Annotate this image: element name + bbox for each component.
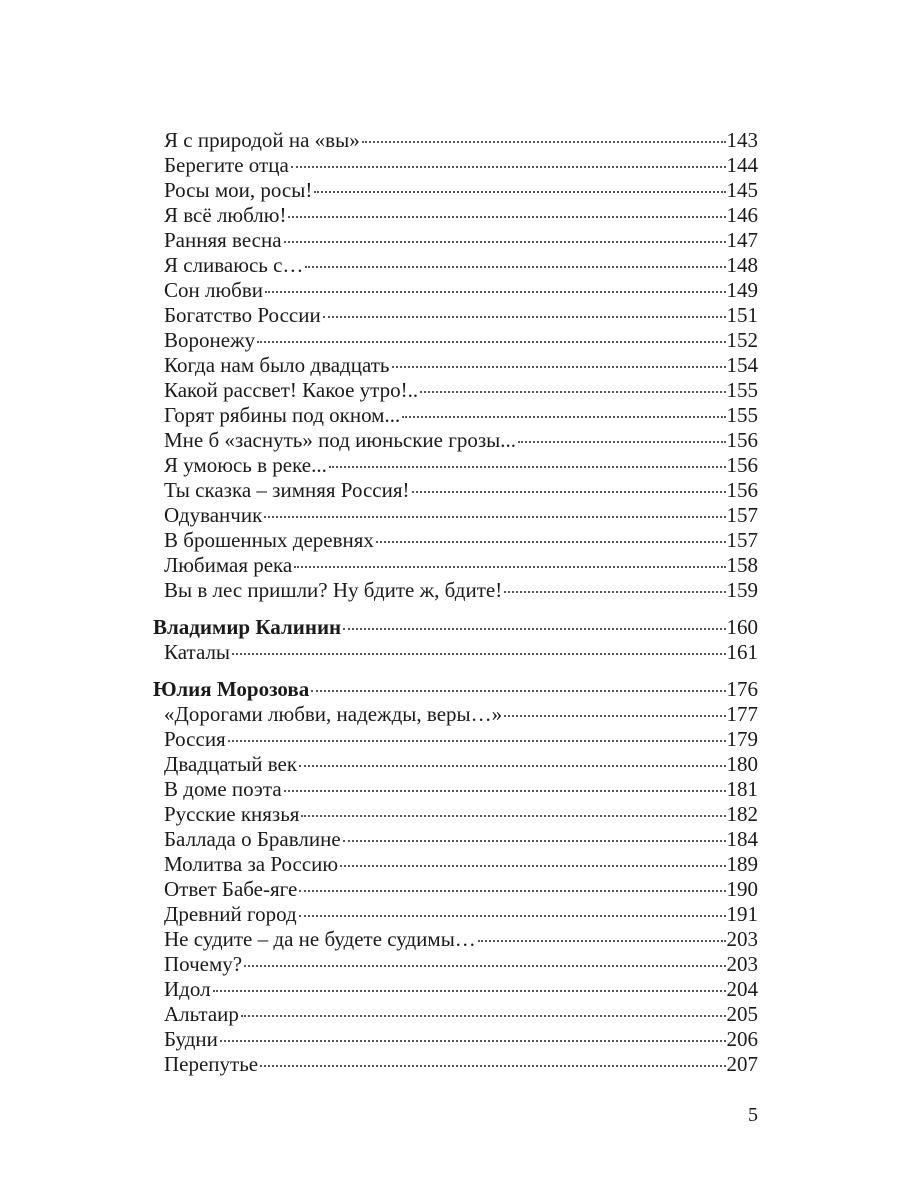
toc-entry xyxy=(153,727,758,752)
toc-entry-page: 156 xyxy=(726,453,758,477)
dot-leader xyxy=(299,915,726,917)
toc-entry-title: Мне б «заснуть» под июньские грозы... xyxy=(164,428,517,452)
toc-entry-page: 203 xyxy=(726,927,758,951)
toc-entry-page: 152 xyxy=(726,328,758,352)
toc-entry xyxy=(153,777,758,802)
toc-entry-title: Горят рябины под окном... xyxy=(164,403,401,427)
toc-entry xyxy=(153,178,758,203)
dot-leader xyxy=(343,840,726,842)
toc-author-entry xyxy=(153,615,758,640)
toc-entry-title: Почему? xyxy=(164,952,243,976)
dot-leader xyxy=(299,765,725,767)
toc-entry-page: 149 xyxy=(726,278,758,302)
toc-entry-title: Альтаир xyxy=(164,1002,239,1026)
dot-leader xyxy=(291,166,726,168)
dot-leader xyxy=(504,715,725,717)
toc-entry-title: Ответ Бабе-яге xyxy=(164,877,298,901)
toc-entry xyxy=(153,278,758,303)
toc-entry-page: 160 xyxy=(726,615,758,639)
toc-entry-title: Древний город xyxy=(164,902,297,926)
toc-entry xyxy=(153,153,758,178)
toc-entry-page: 191 xyxy=(726,902,758,926)
toc-entry-title: В брошенных деревнях xyxy=(164,528,374,552)
dot-leader xyxy=(228,740,726,742)
toc-entry-title: Воронежу xyxy=(164,328,256,352)
dot-leader xyxy=(220,1040,726,1042)
toc-entry-title: В доме поэта xyxy=(164,777,282,801)
toc-entry xyxy=(153,528,758,553)
dot-leader xyxy=(362,141,726,143)
toc-entry-title: Богатство России xyxy=(164,303,321,327)
toc-entry xyxy=(153,328,758,353)
toc-entry-title: Молитва за Россию xyxy=(164,852,339,876)
dot-leader xyxy=(323,316,726,318)
dot-leader xyxy=(213,990,726,992)
toc-entry-title: Россия xyxy=(164,727,226,751)
toc-entry xyxy=(153,902,758,927)
toc-entry xyxy=(153,752,758,777)
toc-entry-title: Идол xyxy=(164,977,211,1001)
toc-entry-page: 157 xyxy=(726,528,758,552)
toc-entry-title: Я умоюсь в реке... xyxy=(164,453,327,477)
toc-entry-page: 155 xyxy=(726,403,758,427)
toc-entry-page: 144 xyxy=(726,153,758,177)
dot-leader xyxy=(504,591,725,593)
dot-leader xyxy=(241,1015,726,1017)
dot-leader xyxy=(311,690,725,692)
toc-entry-title: Одуванчик xyxy=(164,503,263,527)
dot-leader xyxy=(314,191,725,193)
dot-leader xyxy=(284,790,726,792)
dot-leader xyxy=(288,216,725,218)
toc-entry xyxy=(153,877,758,902)
toc-entry-page: 156 xyxy=(726,478,758,502)
toc-entry xyxy=(153,353,758,378)
toc-entry xyxy=(153,1027,758,1052)
toc-entry xyxy=(153,428,758,453)
toc-entry-page: 182 xyxy=(726,802,758,826)
toc-entry-title: Юлия Морозова xyxy=(153,677,310,701)
toc-entry-title: Двадцатый век xyxy=(164,752,298,776)
toc-entry xyxy=(153,228,758,253)
toc-entry-title: Я всё люблю! xyxy=(164,203,287,227)
toc-entry-page: 161 xyxy=(726,640,758,664)
dot-leader xyxy=(376,541,726,543)
toc-entry-title: Ранняя весна xyxy=(164,228,282,252)
toc-entry-title: Владимир Калинин xyxy=(153,615,342,639)
toc-entry-title: Я с природой на «вы» xyxy=(164,128,360,152)
toc-entry-title: Любимая река xyxy=(164,553,293,577)
toc-entry-title: Ты сказка – зимняя Россия! xyxy=(164,478,410,502)
toc-entry-page: 176 xyxy=(726,677,758,701)
toc-entry-page: 159 xyxy=(726,578,758,602)
toc-entry-page: 206 xyxy=(726,1027,758,1051)
toc-entry-page: 146 xyxy=(726,203,758,227)
dot-leader xyxy=(294,566,725,568)
dot-leader xyxy=(232,653,725,655)
toc-entry xyxy=(153,378,758,403)
dot-leader xyxy=(340,865,725,867)
toc-entry-page: 158 xyxy=(726,553,758,577)
toc-entry-title: Какой рассвет! Какое утро!.. xyxy=(164,378,419,402)
toc-entry-page: 156 xyxy=(726,428,758,452)
toc-entry-title: Баллада о Бравлине xyxy=(164,827,341,851)
toc-entry-title: Будни xyxy=(164,1027,218,1051)
toc-entry xyxy=(153,852,758,877)
dot-leader xyxy=(265,291,725,293)
toc-entry xyxy=(153,927,758,952)
toc-entry-page: 207 xyxy=(726,1052,758,1076)
toc-entry-title: Сон любви xyxy=(164,278,264,302)
toc-entry xyxy=(153,503,758,528)
dot-leader xyxy=(343,628,725,630)
toc-entry-title: Не судите – да не будете судимы… xyxy=(164,927,476,951)
toc-entry-page: 148 xyxy=(726,253,758,277)
toc-entry xyxy=(153,702,758,727)
toc-entry xyxy=(153,128,758,153)
toc-entry-page: 184 xyxy=(726,827,758,851)
toc-entry-page: 189 xyxy=(726,852,758,876)
dot-leader xyxy=(301,815,725,817)
toc-entry-title: Берегите отца xyxy=(164,153,289,177)
toc-entry-page: 180 xyxy=(726,752,758,776)
toc-entry-page: 145 xyxy=(726,178,758,202)
toc-entry-page: 181 xyxy=(726,777,758,801)
toc-entry-page: 177 xyxy=(726,702,758,726)
dot-leader xyxy=(420,391,725,393)
dot-leader xyxy=(478,940,726,942)
toc-entry-title: Я сливаюсь с… xyxy=(164,253,304,277)
dot-leader xyxy=(412,491,726,493)
toc-entry xyxy=(153,553,758,578)
toc-entry xyxy=(153,827,758,852)
toc-entry-title: «Дорогами любви, надежды, веры…» xyxy=(164,702,503,726)
toc-entry-page: 203 xyxy=(726,952,758,976)
toc-entry xyxy=(153,303,758,328)
toc-entry xyxy=(153,578,758,603)
dot-leader xyxy=(402,416,725,418)
toc-entry xyxy=(153,640,758,665)
toc-entry-page: 190 xyxy=(726,877,758,901)
toc-entry-title: Перепутье xyxy=(164,1052,259,1076)
toc-entry xyxy=(153,1052,758,1077)
toc-entry xyxy=(153,977,758,1002)
toc-entry-page: 179 xyxy=(726,727,758,751)
table-of-contents xyxy=(153,128,758,1077)
dot-leader xyxy=(284,241,726,243)
toc-entry-page: 204 xyxy=(726,977,758,1001)
toc-entry xyxy=(153,478,758,503)
toc-author-entry xyxy=(153,677,758,702)
toc-entry xyxy=(153,453,758,478)
toc-entry-title: Росы мои, росы! xyxy=(164,178,313,202)
page-number: 5 xyxy=(748,1104,758,1126)
toc-entry-page: 157 xyxy=(726,503,758,527)
toc-entry xyxy=(153,253,758,278)
toc-entry-page: 151 xyxy=(726,303,758,327)
dot-leader xyxy=(392,366,726,368)
dot-leader xyxy=(518,441,725,443)
dot-leader xyxy=(257,341,725,343)
toc-entry xyxy=(153,1002,758,1027)
toc-entry-title: Каталы xyxy=(164,640,231,664)
dot-leader xyxy=(299,890,725,892)
dot-leader xyxy=(305,266,725,268)
dot-leader xyxy=(260,1065,725,1067)
toc-entry-page: 155 xyxy=(726,378,758,402)
toc-entry-page: 205 xyxy=(726,1002,758,1026)
toc-entry-title: Когда нам было двадцать xyxy=(164,353,390,377)
toc-entry-title: Вы в лес пришли? Ну бдите ж, бдите! xyxy=(164,578,503,602)
toc-entry-page: 143 xyxy=(726,128,758,152)
toc-entry-page: 154 xyxy=(726,353,758,377)
dot-leader xyxy=(329,466,726,468)
toc-entry-page: 147 xyxy=(726,228,758,252)
toc-entry-title: Русские князья xyxy=(164,802,300,826)
toc-entry xyxy=(153,203,758,228)
toc-entry xyxy=(153,952,758,977)
toc-entry xyxy=(153,802,758,827)
dot-leader xyxy=(264,516,725,518)
dot-leader xyxy=(244,965,725,967)
toc-entry xyxy=(153,403,758,428)
